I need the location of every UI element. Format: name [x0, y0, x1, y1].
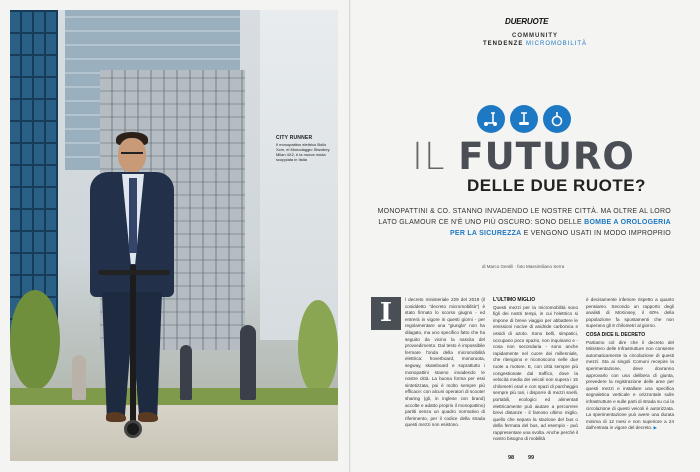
scooter-handlebar	[98, 270, 170, 275]
photo-bg-person	[72, 355, 86, 400]
section-sublabel	[440, 41, 630, 47]
article-column-2	[493, 297, 578, 445]
headline-futuro: FUTURO	[458, 135, 635, 178]
dropcap: I	[371, 297, 401, 330]
man-shoe	[138, 412, 158, 422]
headline-il: IL	[412, 135, 446, 178]
page-number-left: 98	[508, 455, 515, 461]
scooter-wheel	[124, 420, 142, 438]
photo-tree	[10, 290, 60, 390]
column-1-text: l decreto ministeriale 229 del 2019 (il cosiddetto "decreto micromobilità") è stato firmato lo scorso giugno - ed entrerà in vigore in questi giorni - per regolamentare una "giungla" non ha dilagato, ma uno specifico fatto che ha seguito da vicino la nascita del provvedimento. Dal testo è impossibile fermare l'onda della micromobilità elettrica: hoverboard, monoruota, segway, skateboard e soprattutto i monopattini stanno invadendo le nostre città. La buona forma per essi sintetizzata, poi è molto sempre più efficace: con alcuni operatori di scooter sharing (gli, in inglese con brand) accolte e adatto proprio il monopattino) partiti senza un quadro normativo di riferimento, per il codice della strada questi mezzi non esistono.	[405, 297, 485, 428]
section-topic: MICROMOBILITÀ	[526, 41, 588, 47]
vehicle-icons	[477, 105, 571, 133]
article-column-3	[586, 297, 674, 434]
man-tie	[129, 178, 137, 253]
photo-bg-person	[240, 325, 256, 400]
article-intro	[371, 206, 671, 239]
column-3-text-b	[586, 340, 674, 432]
monowheel-icon	[543, 105, 571, 133]
end-mark-icon: ▶	[653, 425, 658, 431]
column-2-title: L'ULTIMO MIGLIO	[493, 297, 536, 303]
photo-tree	[298, 300, 338, 395]
photo-sky-right	[260, 10, 338, 340]
photo-caption	[276, 135, 336, 162]
section-label: COMMUNITY	[512, 33, 558, 39]
byline: di Marco Gentili · foto Massimiliano Serra	[482, 264, 565, 269]
intro-text: MONOPATTINI & CO. STANNO INVADENDO LE NOSTRE CITTÀ. MA OLTRE AL LORO LATO GLAMOUR CE N'È UNO PIÙ OSCURO: SONO DELLE	[377, 208, 671, 226]
hero-photo	[10, 10, 338, 461]
intro-text-end: E VENGONO USATI IN MODO IMPROPRIO	[523, 230, 671, 237]
photo-bg-person	[180, 345, 192, 400]
headline-main	[412, 137, 635, 177]
page-number-right: 99	[528, 455, 535, 461]
headline-secondary: DELLE DUE RUOTE?	[467, 176, 646, 195]
column-3-text: è decisamente inferiore rispetto a quanto pensiamo. Secondo un rapporto degli analisti di McKinsey, il 60% della popolazione fa spostamenti che non superano gli 8 chilometri al giorno.	[586, 297, 674, 329]
caption-text: Il monopattino elettrico Bollo Xcm, el Monodaggio Stwolkey Milan 4X2, è la nuova moda scoppiata in Italia	[276, 142, 330, 162]
magazine-logo: DUERUOTE	[505, 17, 549, 26]
photo-grass	[10, 388, 338, 406]
column-3-title: COSA DICE IL DECRETO	[586, 331, 646, 338]
intro-highlight: BOMBE A OROLOGERIA PER LA SICUREZZA	[450, 219, 671, 237]
caption-title: CITY RUNNER	[276, 135, 313, 141]
page-gutter	[349, 0, 351, 472]
article-column-1	[405, 297, 485, 431]
column-2-text: Questi mezzi per la micromobilità sono figli dei nostri tempi, in cui l'elettrico si impone di breve viaggio per abbattere le emissioni nocive di anidride carbonica e ossidi di azoto. Sono belli, simpatici, occupano poco spazio, non inquinano e - cosa non secondaria - sono anche rapidamente nel cuore dei millennials, che ritengono e riconoscono nelle due ruote a motore. E, con città sempre più congestionate dal traffico, dove la velocità media dei veicoli non supera i 15 chilometri orari e con spazi di parcheggio sempre più rari, i disporre di mezzi snelli, portabili, ecologici ed alimentati elettricamente può aiutare a percorrere brevi distanze - il famoso ultimo miglio, quello che separa la stazione del bus o della fermata del bus, ad esempio - può rappresentare una svolta. Anche perché il nostro bisogno di mobilità	[493, 304, 578, 442]
photo-ground	[10, 405, 338, 461]
scooter-stem	[130, 265, 136, 425]
man-glasses	[121, 152, 143, 157]
column-3b-text: Partiamo col dire che il decreto del Ministero delle Infrastrutture non consente automaticamente la circolazione di questi mezzi. Sta ai singoli Comuni recepire la sperimentazione, deve dovranno approvarlo con una delibera di giunta, prevedere la registrazione delle aree per questi mezzi e installare una specifica segnaletica verticale e orizzontale sulle infrastrutture e sulle parti di strada su cui la circolazione di questi veicoli è autorizzata. La sperimentazione può avere una durata minima di 12 mesi e non superiore a 24 dall'entrata in vigore del decreto.	[586, 339, 674, 431]
scooter-icon	[477, 105, 505, 133]
section-tendenze: TENDENZE	[482, 41, 524, 47]
segway-icon	[510, 105, 538, 133]
man-shoe	[106, 412, 126, 422]
